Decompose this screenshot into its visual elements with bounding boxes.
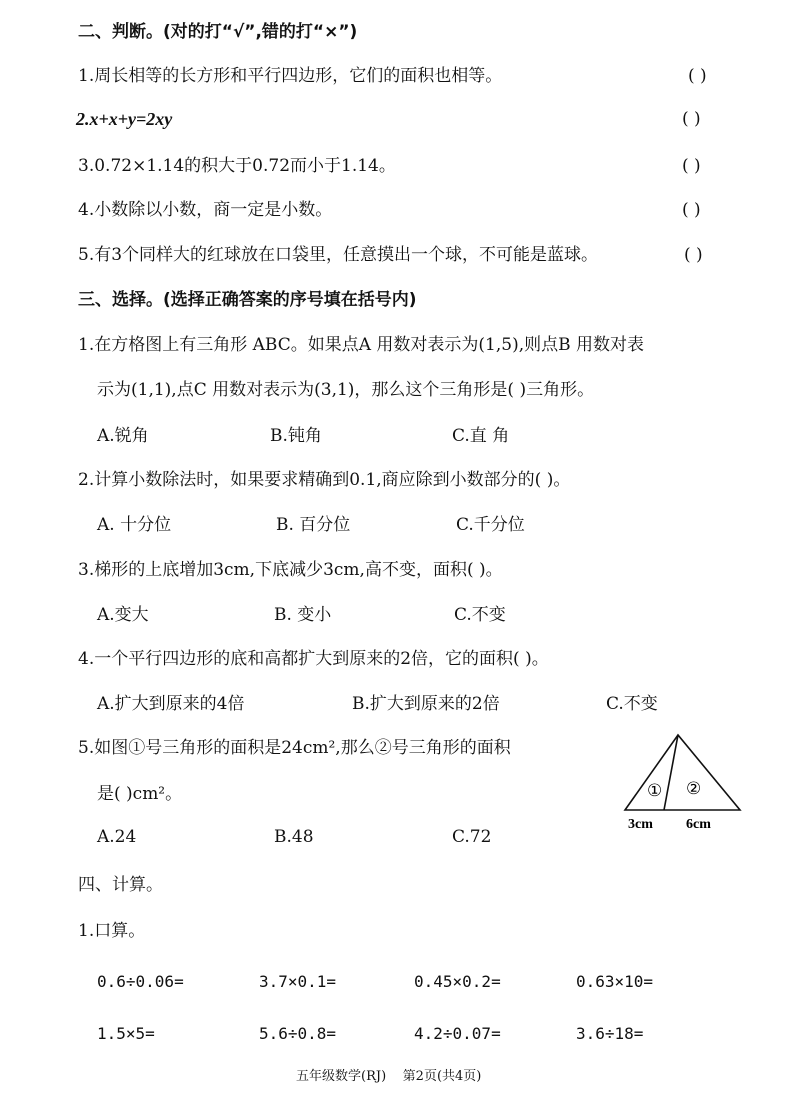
choice-q4-option-a[interactable]: A.扩大到原来的4倍	[97, 694, 245, 714]
section-4-title: 四、计算。	[78, 875, 163, 895]
judge-blank-1[interactable]: ( )	[688, 66, 707, 86]
choice-q2-option-a[interactable]: A. 十分位	[97, 515, 172, 535]
outer-triangle	[625, 735, 740, 810]
calc-r2-c4: 3.6÷18=	[576, 1024, 644, 1043]
triangle-label-1: ①	[647, 781, 663, 800]
page-footer: 五年级数学(RJ) 第2页(共4页)	[296, 1069, 482, 1084]
choice-q3-option-a[interactable]: A.变大	[97, 605, 149, 625]
choice-q3-option-b[interactable]: B. 变小	[274, 605, 332, 625]
calc-r2-c2: 5.6÷0.8=	[259, 1024, 337, 1043]
triangle-label-2: ②	[686, 779, 702, 798]
section-3-title: 三、选择。(选择正确答案的序号填在括号内)	[78, 290, 417, 310]
judge-item-5: 5.有3个同样大的红球放在口袋里，任意摸出一个球，不可能是蓝球。	[78, 245, 599, 265]
judge-blank-4[interactable]: ( )	[682, 200, 701, 220]
choice-q2-option-b[interactable]: B. 百分位	[276, 515, 351, 535]
base-label-6cm: 6cm	[686, 817, 711, 832]
choice-q5-option-b[interactable]: B.48	[274, 827, 314, 847]
choice-q5-option-c[interactable]: C.72	[452, 827, 492, 847]
judge-item-3: 3.0.72×1.14的积大于0.72而小于1.14。	[78, 156, 396, 176]
judge-blank-2[interactable]: ( )	[682, 109, 701, 129]
choice-q2-option-c[interactable]: C.千分位	[456, 515, 525, 535]
calc-r2-c3: 4.2÷0.07=	[414, 1024, 501, 1043]
choice-q4-option-b[interactable]: B.扩大到原来的2倍	[352, 694, 500, 714]
choice-q5-option-a[interactable]: A.24	[97, 827, 137, 847]
base-label-3cm: 3cm	[628, 817, 653, 832]
choice-q1-line2: 示为(1,1),点C 用数对表示为(3,1)，那么这个三角形是( )三角形。	[97, 380, 595, 400]
choice-q4-line1: 4.一个平行四边形的底和高都扩大到原来的2倍，它的面积( )。	[78, 649, 549, 669]
choice-q1-line1: 1.在方格图上有三角形 ABC。如果点A 用数对表示为(1,5),则点B 用数对表	[78, 335, 644, 355]
choice-q1-option-c[interactable]: C.直 角	[452, 426, 510, 446]
judge-item-1: 1.周长相等的长方形和平行四边形，它们的面积也相等。	[78, 66, 503, 86]
calc-r2-c1: 1.5×5=	[97, 1024, 155, 1043]
section-2-title: 二、判断。(对的打“√”,错的打“×”)	[78, 22, 358, 42]
judge-item-4: 4.小数除以小数，商一定是小数。	[78, 200, 333, 220]
choice-q2-line1: 2.计算小数除法时，如果要求精确到0.1,商应除到小数部分的( )。	[78, 470, 571, 490]
calc-r1-c3: 0.45×0.2=	[414, 972, 501, 991]
oral-calc-label: 1.口算。	[78, 921, 146, 941]
judge-blank-3[interactable]: ( )	[682, 156, 701, 176]
triangle-figure	[620, 730, 745, 835]
choice-q1-option-a[interactable]: A.锐角	[97, 426, 149, 446]
choice-q5-line1: 5.如图①号三角形的面积是24cm²,那么②号三角形的面积	[78, 738, 511, 758]
choice-q3-option-c[interactable]: C.不变	[454, 605, 506, 625]
choice-q5-line2: 是( )cm²。	[97, 784, 183, 804]
judge-blank-5[interactable]: ( )	[684, 245, 703, 265]
choice-q1-option-b[interactable]: B.钝角	[270, 426, 322, 446]
judge-item-2: 2.x+x+y=2xy	[76, 109, 173, 129]
choice-q3-line1: 3.梯形的上底增加3cm,下底减少3cm,高不变，面积( )。	[78, 560, 503, 580]
calc-r1-c2: 3.7×0.1=	[259, 972, 337, 991]
calc-r1-c4: 0.63×10=	[576, 972, 654, 991]
choice-q4-option-c[interactable]: C.不变	[606, 694, 658, 714]
calc-r1-c1: 0.6÷0.06=	[97, 972, 184, 991]
